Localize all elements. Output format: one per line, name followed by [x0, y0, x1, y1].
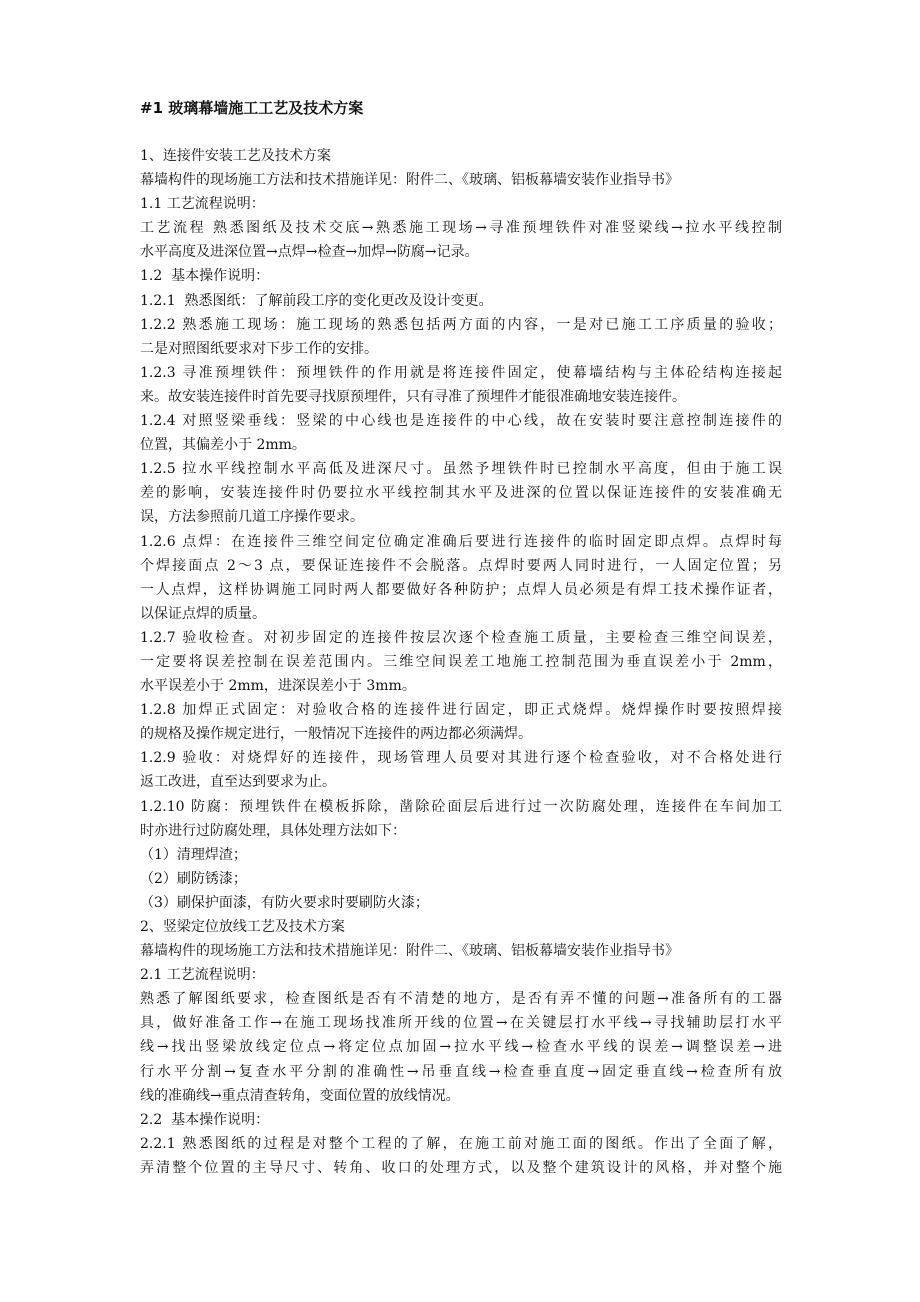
- text-line: 工艺流程 熟悉图纸及技术交底→熟悉施工现场→寻准预埋铁件对准竖梁线→拉水平线控制: [140, 220, 782, 237]
- text-line: 行水平分割→复查水平分割的准确性→吊垂直线→检查垂直度→固定垂直线→检查所有放: [140, 1063, 782, 1080]
- document-title: #1 玻璃幕墙施工工艺及技术方案: [140, 99, 364, 117]
- text-line: 1、连接件安装工艺及技术方案: [140, 148, 331, 164]
- text-line: （3）刷保护面漆，有防火要求时要刷防火漆；: [140, 894, 429, 911]
- text-line: 水平误差小于 2mm，进深误差小于 3mm。: [140, 678, 416, 695]
- text-line: 1.2.3 寻准预埋铁件：预埋铁件的作用就是将连接件固定，使幕墙结构与主体砼结构连接起: [140, 364, 782, 381]
- text-line: 2.2.1 熟悉图纸的过程是对整个工程的了解，在施工前对施工面的图纸。作出了全面了解，: [140, 1135, 782, 1152]
- text-line: 误，方法参照前几道工序操作要求。: [140, 509, 364, 526]
- text-line: （1）清理焊渣；: [140, 846, 247, 863]
- text-line: 个焊接面点 2～3 点，要保证连接件不会脱落。点焊时要两人同时进行，一人固定位置；另: [140, 557, 782, 574]
- text-line: 具，做好准备工作→在施工现场找准所开线的位置→在关键层打水平线→寻找辅助层打水平: [140, 1015, 782, 1032]
- text-line: 熟悉了解图纸要求，检查图纸是否有不清楚的地方，是否有弄不懂的问题→准备所有的工器: [140, 991, 782, 1008]
- text-line: 1.2.1 熟悉图纸：了解前段工序的变化更改及设计变更。: [140, 292, 493, 309]
- text-line: 1.2.8 加焊正式固定：对验收合格的连接件进行固定，即正式烧焊。烧焊操作时要按照焊接: [140, 702, 782, 719]
- text-line: 来。故安装连接件时首先要寻找原预埋件，只有寻准了预埋件才能很准确地安装连接件。: [140, 388, 686, 405]
- text-line: 线的准确线→重点清查转角，变面位置的放线情况。: [140, 1087, 460, 1104]
- text-line: 1.1 工艺流程说明：: [140, 196, 265, 213]
- text-line: 1.2.10 防腐：预埋铁件在模板拆除，凿除砼面层后进行过一次防腐处理，连接件在车间加工: [140, 798, 782, 815]
- text-line: 1.2.4 对照竖梁垂线：竖梁的中心线也是连接件的中心线，故在安装时要注意控制连接件的: [140, 413, 782, 430]
- text-line: 1.2.9 验收：对烧焊好的连接件，现场管理人员要对其进行逐个检查验收，对不合格处进行: [140, 750, 782, 767]
- text-line: 位置，其偏差小于 2mm。: [140, 437, 306, 454]
- text-line: 时亦进行过防腐处理，具体处理方法如下：: [140, 822, 406, 839]
- text-line: 一人点焊，这样协调施工同时两人都要做好各种防护；点焊人员必须是有焊工技术操作证者，: [140, 581, 782, 598]
- text-line: 1.2.7 验收检查。对初步固定的连接件按层次逐个检查施工质量，主要检查三维空间误差，: [140, 629, 782, 646]
- text-line: 二是对照图纸要求对下步工作的安排。: [140, 340, 378, 357]
- text-line: 2.1 工艺流程说明：: [140, 967, 265, 984]
- text-line: 线→找出竖梁放线定位点→将定位点加固→拉水平线→检查水平线的误差→调整误差→进: [140, 1039, 782, 1056]
- text-line: 1.2 基本操作说明：: [140, 268, 270, 285]
- text-line: 的规格及操作规定进行，一般情况下连接件的两边都必须满焊。: [140, 726, 532, 743]
- text-line: 2、竖梁定位放线工艺及技术方案: [140, 919, 345, 935]
- document-body: [140, 144, 782, 1180]
- text-line: 返工改进，直至达到要求为止。: [140, 774, 336, 791]
- text-line: 幕墙构件的现场施工方法和技术措施详见：附件二、《玻璃、铝板幕墙安装作业指导书》: [140, 943, 679, 960]
- text-line: 差的影响，安装连接件时仍要拉水平线控制其水平及进深的位置以保证连接件的安装准确无: [140, 485, 782, 502]
- document-page: [140, 98, 782, 1180]
- text-line: 水平高度及进深位置→点焊→检查→加焊→防腐→记录。: [140, 244, 479, 261]
- text-line: 弄清整个位置的主导尺寸、转角、收口的处理方式，以及整个建筑设计的风格，并对整个施: [140, 1159, 782, 1176]
- text-line: 1.2.5 拉水平线控制水平高低及进深尺寸。虽然予埋铁件时已控制水平高度，但由于施工误: [140, 461, 782, 478]
- text-line: 2.2 基本操作说明：: [140, 1111, 270, 1128]
- text-line: （2）刷防锈漆；: [140, 870, 247, 887]
- text-line: 以保证点焊的质量。: [140, 605, 266, 622]
- text-line: 一定要将误差控制在误差范围内。三维空间误差工地施工控制范围为垂直误差小于 2mm，: [140, 653, 782, 670]
- text-line: 1.2.2 熟悉施工现场：施工现场的熟悉包括两方面的内容，一是对已施工工序质量的验收；: [140, 316, 782, 333]
- text-line: 幕墙构件的现场施工方法和技术措施详见：附件二、《玻璃、铝板幕墙安装作业指导书》: [140, 172, 679, 189]
- text-line: 1.2.6 点焊：在连接件三维空间定位确定准确后要进行连接件的临时固定即点焊。点焊时每: [140, 533, 782, 550]
